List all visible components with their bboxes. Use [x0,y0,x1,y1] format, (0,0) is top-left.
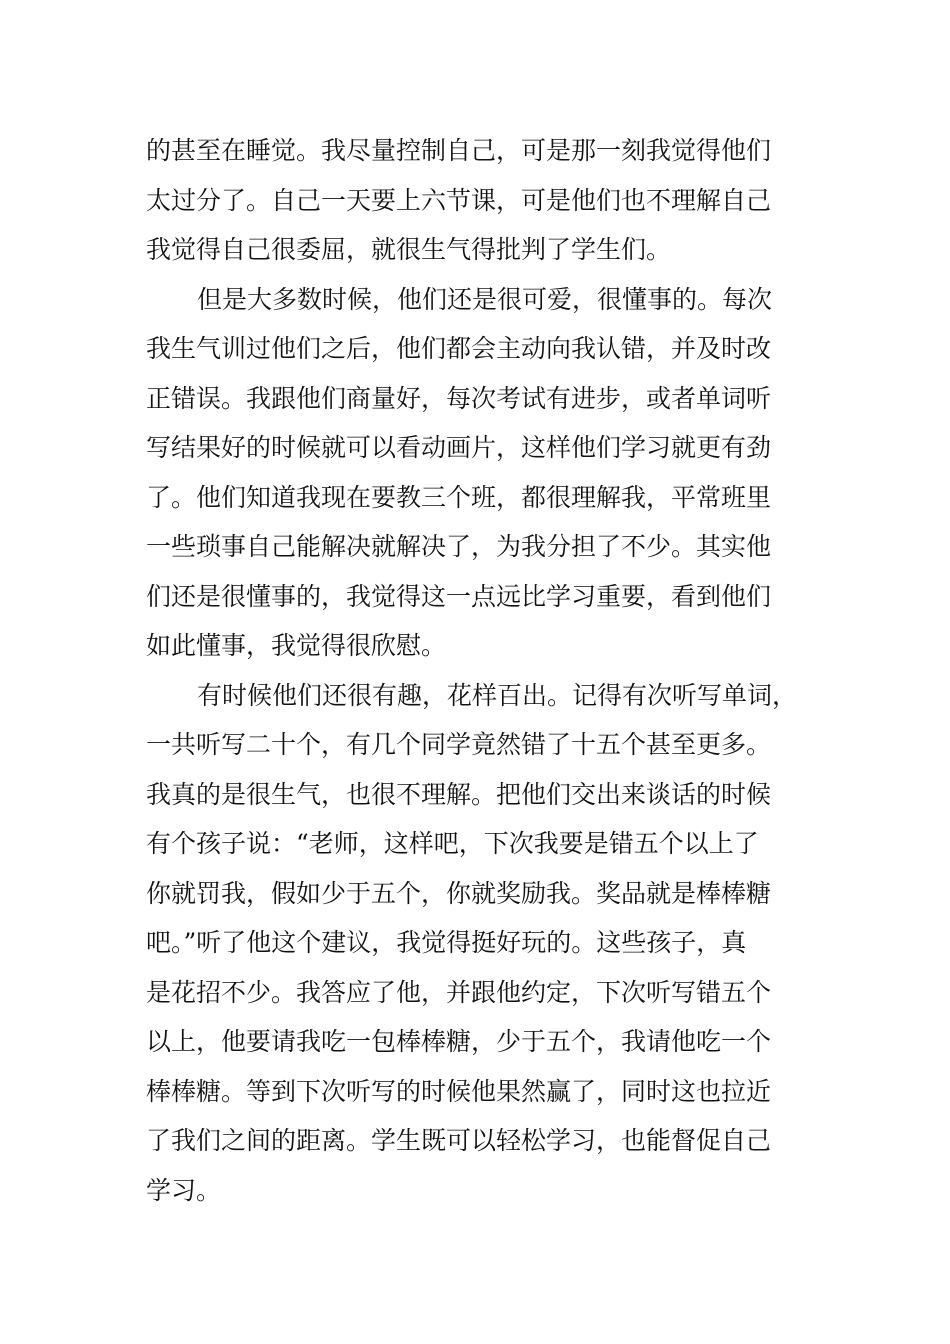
text-line: 吧。”听了他这个建议，我觉得挺好玩的。这些孩子，真 [146,928,747,957]
text-line: 了我们之间的距离。学生既可以轻松学习，也能督促自己 [146,1126,772,1155]
text-line: 太过分了。自己一天要上六节课，可是他们也不理解自己 [146,185,772,215]
document-body [146,126,846,1215]
text-line: 有个孩子说：“老师，这样吧，下次我要是错五个以上了 [146,829,759,858]
text-line: 如此懂事，我觉得很欣慰。 [146,631,447,660]
text-line: 棒棒糖。等到下次听写的时候他果然赢了，同时这也拉近 [146,1076,772,1106]
text-line: 我真的是很生气，也很不理解。把他们交出来谈话的时候 [146,779,772,809]
text-line: 写结果好的时候就可以看动画片，这样他们学习就更有劲 [146,433,772,462]
text-line: 了。他们知道我现在要教三个班，都很理解我，平常班里 [146,482,772,512]
text-line: 正错误。我跟他们商量好，每次考试有进步，或者单词听 [146,383,772,413]
text-line: 们还是很懂事的，我觉得这一点远比学习重要，看到他们 [146,581,772,611]
text-line: 我生气训过他们之后，他们都会主动向我认错，并及时改 [146,334,772,363]
text-line: 我觉得自己很委屈，就很生气得批判了学生们。 [146,235,672,264]
text-line: 以上，他要请我吃一包棒棒糖，少于五个，我请他吃一个 [146,1027,772,1056]
text-line: 学习。 [146,1175,222,1205]
paragraph-first-line: 但是大多数时候，他们还是很可爱，很懂事的。每次 [197,284,773,314]
text-line: 一些琐事自己能解决就解决了，为我分担了不少。其实他 [146,532,772,561]
text-line: 一共听写二十个，有几个同学竟然错了十五个甚至更多。 [146,730,772,759]
paragraph-first-line: 有时候他们还很有趣，花样百出。记得有次听写单词， [197,680,798,710]
text-line: 是花招不少。我答应了他，并跟他约定，下次听写错五个 [146,977,772,1007]
text-line: 的甚至在睡觉。我尽量控制自己，可是那一刻我觉得他们 [146,136,772,165]
text-line: 你就罚我，假如少于五个，你就奖励我。奖品就是棒棒糖 [146,878,772,908]
